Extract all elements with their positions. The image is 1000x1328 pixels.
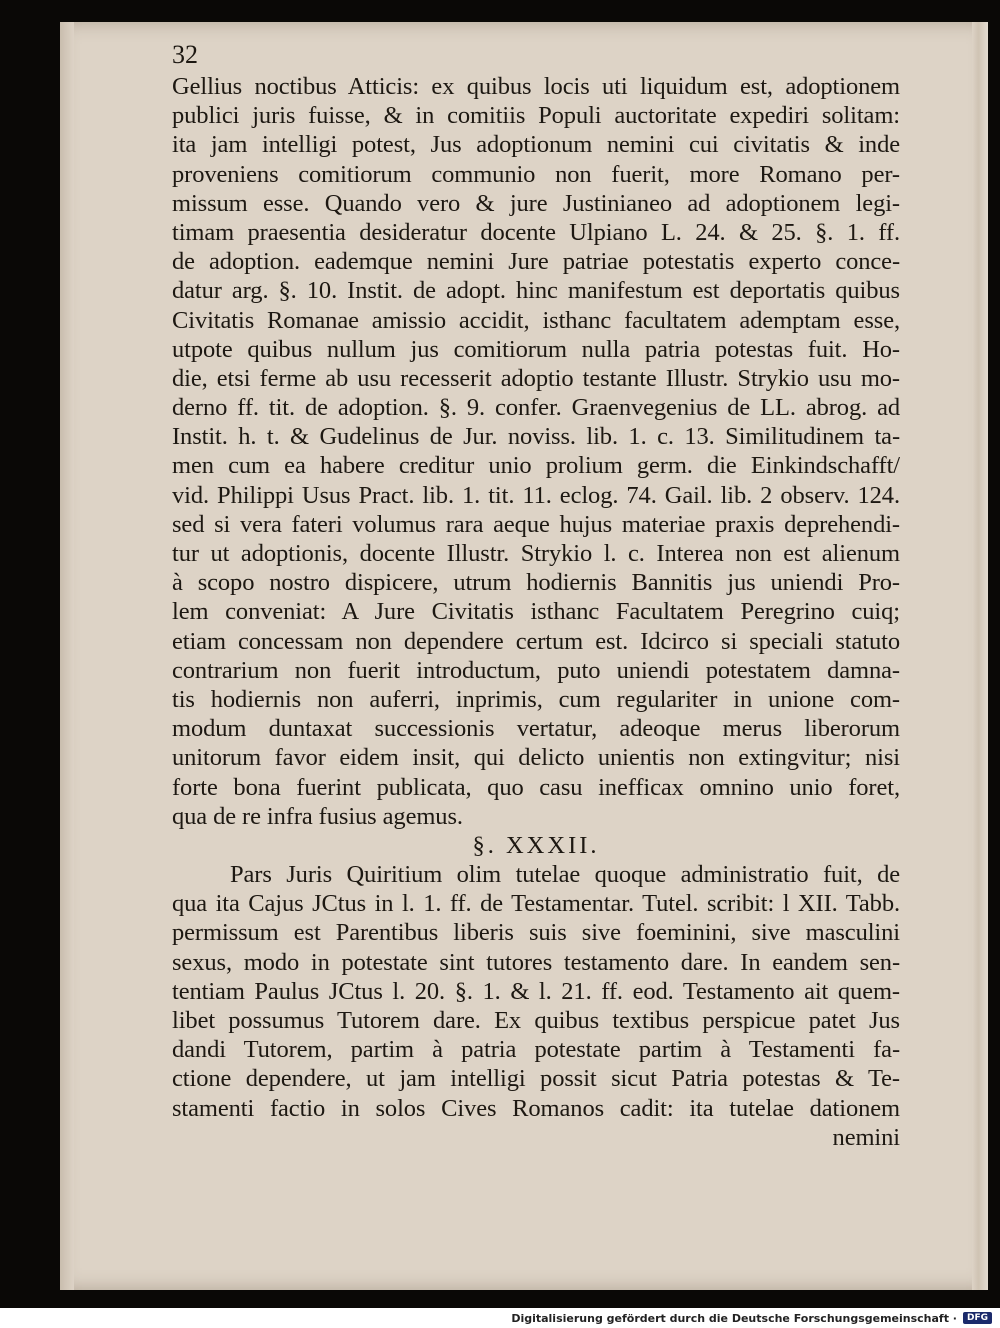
text-line: sed si vera fateri volumus rara aeque hujus materiae praxis deprehendi-: [172, 510, 900, 538]
text-line: ita jam intelligi potest, Jus adoptionum nemini cui civitatis & inde: [172, 131, 900, 159]
text-line: sexus, modo in potestate sint tutores testamento dare. In eandem sen-: [172, 948, 900, 976]
text-line: Gellius noctibus Atticis: ex quibus locis uti liquidum est, adoptionem: [172, 73, 900, 100]
catchword: nemini: [832, 1123, 900, 1151]
text-line: datur arg. §. 10. Instit. de adopt. hinc manifestum est deportatis quibus: [172, 277, 900, 305]
page-binding-edge: [60, 22, 74, 1290]
text-line: publici juris fuisse, & in comitiis Populi auctoritate expediri solitam:: [172, 102, 900, 130]
text-line: unitorum favor eidem insit, qui delicto unientis non extingvitur; nisi: [172, 744, 900, 772]
text-line: ctione dependere, ut jam intelligi possit sicut Patria potestas & Te-: [172, 1065, 900, 1093]
text-line: de adoption. eademque nemini Jure patriae potestatis experto conce-: [172, 248, 900, 276]
text-line: timam praesentia desideratur docente Ulpiano L. 24. & 25. §. 1. ff.: [172, 218, 900, 246]
text-line: stamenti factio in solos Cives Romanos cadit: ita tutelae dationem: [172, 1094, 900, 1122]
text-line: utpote quibus nullum jus comitiorum nulla patria potestas fuit. Ho-: [172, 335, 900, 363]
text-line: men cum ea habere creditur unio prolium germ. die Einkindschafft/: [172, 452, 900, 480]
text-line: missum esse. Quando vero & jure Justinianeo ad adoptionem legi-: [172, 189, 900, 217]
section-heading: §. XXXII.: [472, 831, 600, 859]
text-line: Civitatis Romanae amissio accidit, isthanc facultatem ademptam esse,: [172, 306, 900, 334]
text-line: tis hodiernis non auferri, inprimis, cum regulariter in unione com-: [172, 685, 900, 713]
text-line: tur ut adoptionis, docente Illustr. Strykio l. c. Interea non est alienum: [172, 540, 900, 567]
text-line: derno ff. tit. de adoption. §. 9. confer. Graenvegenius de LL. abrog. ad: [172, 394, 900, 422]
page-number: 32: [172, 40, 198, 69]
text-line: qua ita Cajus JCtus in l. 1. ff. de Testamentar. Tutel. scribit: l XII. Tabb.: [172, 890, 900, 918]
text-line: etiam concessam non dependere certum est. Idcirco si speciali statuto: [172, 627, 900, 655]
text-line: proveniens comitiorum communio non fuerit, more Romano per-: [172, 160, 900, 188]
text-line: Instit. h. t. & Gudelinus de Jur. noviss. lib. 1. c. 13. Similitudinem ta-: [172, 423, 900, 451]
text-line: à scopo nostro dispicere, utrum hodiernis Bannitis jus uniendi Pro-: [172, 569, 900, 597]
body-text: [172, 72, 900, 1152]
text-line: permissum est Parentibus liberis suis sive foeminini, sive masculini: [172, 919, 900, 947]
text-line: Pars Juris Quiritium olim tutelae quoque administratio fuit, de: [230, 861, 900, 889]
page-outer-edge: [972, 22, 988, 1290]
text-line: contrarium non fuerit introductum, puto uniendi potestatem damna-: [172, 656, 900, 684]
text-line: forte bona fuerint publicata, quo casu inefficax omnino unio foret,: [172, 773, 900, 801]
text-line: libet possumus Tutorem dare. Ex quibus textibus perspicue patet Jus: [172, 1007, 900, 1034]
text-line: lem conveniat: A Jure Civitatis isthanc Facultatem Peregrino cuiq;: [172, 598, 900, 626]
digitization-footer: [0, 1308, 1000, 1328]
text-line: modum duntaxat successionis vertatur, adeoque merus liberorum: [172, 715, 900, 743]
dfg-logo-icon: DFG: [963, 1312, 992, 1324]
text-line: vid. Philippi Usus Pract. lib. 1. tit. 11. eclog. 74. Gail. lib. 2 observ. 124.: [172, 481, 900, 509]
text-line: die, etsi ferme ab usu recesserit adoptio testante Illustr. Strykio usu mo-: [172, 364, 900, 392]
text-line: qua de re infra fusius agemus.: [172, 802, 463, 830]
funding-credit: Digitalisierung gefördert durch die Deutsche Forschungsgemeinschaft ·: [511, 1311, 957, 1325]
text-line: dandi Tutorem, partim à patria potestate partim à Testamenti fa-: [172, 1036, 900, 1064]
text-line: tentiam Paulus JCtus l. 20. §. 1. & l. 21. ff. eod. Testamento ait quem-: [172, 977, 900, 1005]
